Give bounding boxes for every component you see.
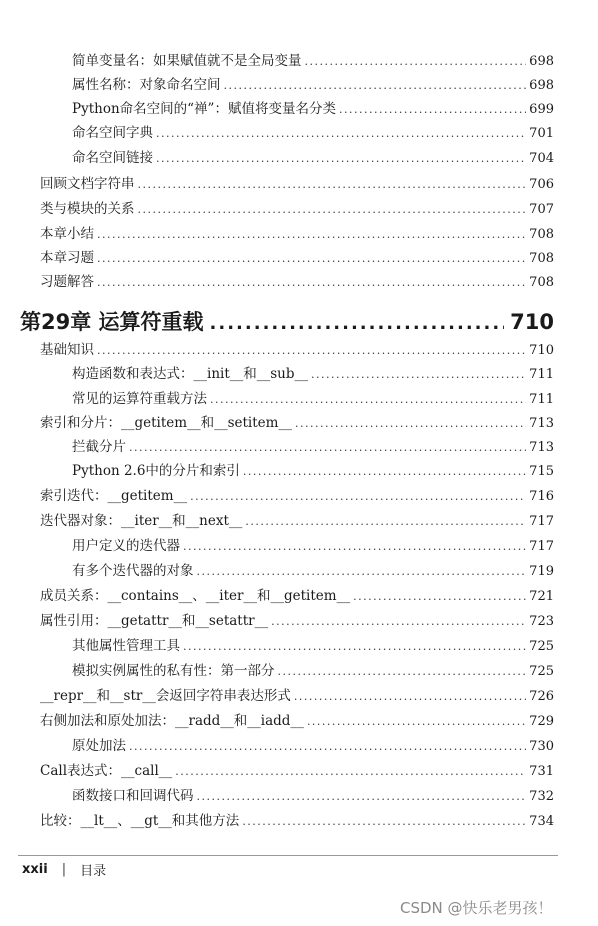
toc-entry-page: 715 (529, 464, 554, 479)
toc-entry (40, 610, 554, 632)
toc-entry-page: 734 (529, 814, 554, 829)
toc-entry (40, 810, 554, 832)
toc-entry (40, 173, 554, 195)
toc-entry (40, 412, 554, 434)
dot-leader (295, 413, 526, 435)
toc-entry-page: 713 (529, 416, 554, 431)
toc-entry-page: 729 (529, 714, 554, 729)
dot-leader (243, 461, 526, 483)
toc-entry (72, 460, 554, 482)
toc-entry-page: 708 (529, 275, 554, 290)
dot-leader (156, 123, 526, 145)
dot-leader (311, 364, 526, 386)
dot-leader (97, 340, 526, 362)
toc-entry-page: 725 (529, 664, 554, 679)
toc-entry-title: 迭代器对象：__iter__和__next__ (40, 513, 243, 529)
dot-leader (138, 199, 527, 221)
footer-divider (18, 855, 558, 856)
toc-entry-title: 成员关系：__contains__、__iter__和__getitem__ (40, 588, 351, 604)
toc-entry (40, 685, 554, 707)
toc-entry-title: 简单变量名：如果赋值就不是全局变量 (72, 53, 302, 69)
toc-entry (72, 436, 554, 458)
toc-entry-title: 比较：__lt__、__gt__和其他方法 (40, 813, 240, 829)
toc-entry-title: 本章小结 (40, 226, 94, 242)
dot-leader (138, 174, 527, 196)
toc-entry-title: 其他属性管理工具 (72, 638, 180, 654)
toc-entry (72, 735, 554, 757)
toc-entry (72, 98, 554, 120)
dot-leader (242, 811, 526, 833)
toc-entry (72, 535, 554, 557)
toc-entry (72, 388, 554, 410)
chapter-title: 第29章 运算符重载 (20, 310, 204, 334)
dot-leader (197, 786, 527, 808)
toc-entry-page: 719 (529, 564, 554, 579)
toc-entry-page: 711 (529, 367, 554, 382)
dot-leader (129, 437, 526, 459)
dot-leader (97, 224, 526, 246)
toc-entry-title: 回顾文档字符串 (40, 176, 135, 192)
toc-entry (72, 635, 554, 657)
dot-leader (210, 313, 505, 334)
toc-entry (40, 271, 554, 293)
watermark: CSDN @快乐老男孩！ (400, 899, 553, 917)
dot-leader (353, 586, 526, 608)
toc-entry-page: 725 (529, 639, 554, 654)
toc-entry-page: 726 (529, 689, 554, 704)
dot-leader (190, 486, 526, 508)
toc-entry-title: 右侧加法和原处加法：__radd__和__iadd__ (40, 713, 304, 729)
toc-entry-title: 命名空间字典 (72, 125, 153, 141)
toc-entry-title: 类与模块的关系 (40, 201, 135, 217)
dot-leader (175, 761, 526, 783)
dot-leader (305, 51, 527, 73)
toc-entry-title: 索引和分片：__getitem__和__setitem__ (40, 415, 292, 431)
toc-entry-page: 707 (529, 202, 554, 217)
toc-entry-page: 721 (529, 589, 554, 604)
toc-entry-page: 706 (529, 177, 554, 192)
toc-entry-page: 710 (529, 343, 554, 358)
toc-entry-title: 基础知识 (40, 342, 94, 358)
dot-leader (210, 389, 526, 411)
toc-entry (40, 760, 554, 782)
toc-entry-page: 717 (529, 539, 554, 554)
toc-entry-page: 731 (529, 764, 554, 779)
toc-entry (72, 122, 554, 144)
dot-leader (156, 148, 526, 170)
toc-entry-title: Call表达式：__call__ (40, 763, 173, 779)
toc-entry-title: 索引迭代：__getitem__ (40, 488, 188, 504)
dot-leader (129, 736, 526, 758)
dot-leader (183, 636, 526, 658)
toc-entry-title: 有多个迭代器的对象 (72, 563, 194, 579)
toc-entry (72, 74, 554, 96)
toc-entry-page: 730 (529, 739, 554, 754)
toc-entry (72, 363, 554, 385)
toc-entry (72, 50, 554, 72)
toc-entry-title: 构造函数和表达式：__init__和__sub__ (72, 366, 309, 382)
toc-entry (72, 147, 554, 169)
toc-entry (40, 339, 554, 361)
toc-entry (40, 585, 554, 607)
footer-section-label: 目录 (80, 864, 107, 879)
toc-entry-title: __repr__和__str__会返回字符串表达形式 (40, 688, 291, 704)
toc-entry-page: 717 (529, 514, 554, 529)
toc-entry-page: 699 (529, 102, 554, 117)
dot-leader (294, 686, 526, 708)
dot-leader (197, 561, 527, 583)
toc-entry-page: 698 (529, 78, 554, 93)
dot-leader (339, 99, 526, 121)
dot-leader (307, 711, 526, 733)
chapter-page: 710 (510, 310, 554, 334)
toc-entry-page: 708 (529, 227, 554, 242)
toc-entry-title: 属性名称：对象命名空间 (72, 77, 221, 93)
toc-entry-page: 704 (529, 151, 554, 166)
toc-entry (40, 198, 554, 220)
toc-entry-title: 模拟实例属性的私有性：第一部分 (72, 663, 275, 679)
toc-entry-title: 用户定义的迭代器 (72, 538, 180, 554)
toc-entry (40, 247, 554, 269)
toc-entry-page: 701 (529, 126, 554, 141)
toc-entry (40, 223, 554, 245)
toc-entry-title: 函数接口和回调代码 (72, 788, 194, 804)
toc-entry-title: Python命名空间的“禅”：赋值将变量名分类 (72, 101, 336, 117)
dot-leader (245, 511, 526, 533)
dot-leader (97, 272, 526, 294)
toc-entry-title: 本章习题 (40, 250, 94, 266)
dot-leader (278, 661, 527, 683)
toc-entry-page: 713 (529, 440, 554, 455)
footer-separator: | (61, 862, 67, 877)
toc-entry-page: 698 (529, 54, 554, 69)
dot-leader (183, 536, 526, 558)
dot-leader (224, 75, 527, 97)
toc-entry-page: 716 (529, 489, 554, 504)
toc-entry (72, 660, 554, 682)
toc-entry-title: Python 2.6中的分片和索引 (72, 463, 240, 479)
page-footer (22, 860, 106, 879)
toc-entry-title: 拦截分片 (72, 439, 126, 455)
toc-entry-page: 723 (529, 614, 554, 629)
toc-entry (40, 710, 554, 732)
dot-leader (97, 248, 526, 270)
toc-entry (40, 510, 554, 532)
chapter-heading (20, 306, 554, 342)
toc-entry-title: 习题解答 (40, 274, 94, 290)
toc-entry-title: 原处加法 (72, 738, 126, 754)
toc-entry-title: 属性引用：__getattr__和__setattr__ (40, 613, 269, 629)
toc-entry (72, 785, 554, 807)
toc-entry-page: 711 (529, 392, 554, 407)
footer-page-number: xxii (22, 862, 48, 877)
toc-entry-page: 732 (529, 789, 554, 804)
toc-entry-page: 708 (529, 251, 554, 266)
toc-entry-title: 命名空间链接 (72, 150, 153, 166)
toc-entry (72, 560, 554, 582)
toc-entry-title: 常见的运算符重载方法 (72, 391, 207, 407)
dot-leader (271, 611, 526, 633)
toc-entry (40, 485, 554, 507)
